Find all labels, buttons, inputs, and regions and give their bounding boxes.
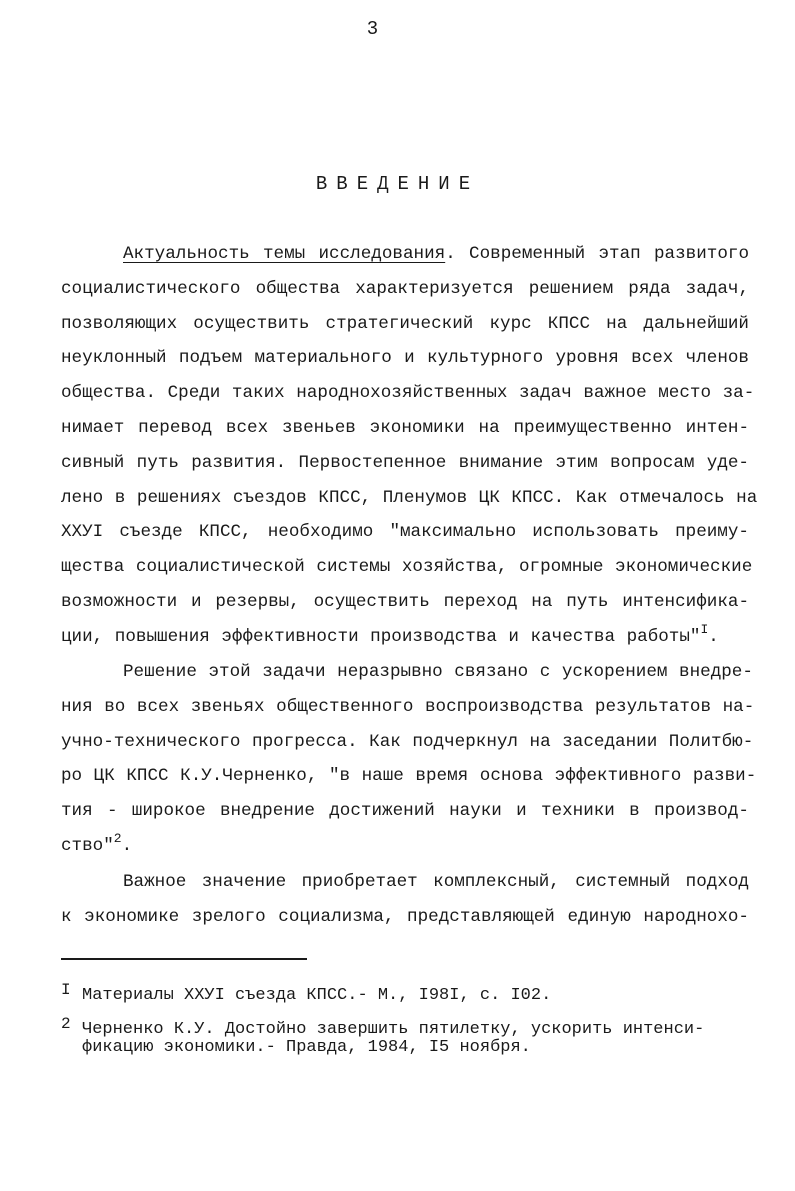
footnote-1-mark: I (61, 981, 71, 999)
section-heading: ВВЕДЕНИЕ (315, 173, 480, 195)
paragraph-1-line: ции, повышения эффективности производства и качества работы"$^I$. (61, 621, 719, 647)
paragraph-2-line: учно-технического прогресса. Как подчеркнул на заседании Политбю- (61, 731, 754, 752)
paragraph-1 (61, 237, 758, 655)
paragraph-1-line: XXУI съезде КПСС, необходимо "максимально использовать преиму- (61, 522, 749, 543)
paragraph-1-line: позволяющих осуществить стратегический курс КПСС на дальнейший (61, 313, 749, 334)
paragraph-2-line: ство"$^2$. (61, 830, 133, 856)
paragraph-1-line: возможности и резервы, осуществить переход на путь интенсифика- (61, 591, 749, 612)
footnote-2 (61, 1015, 741, 1057)
paragraph-2-line: ро ЦК КПСС К.У.Черненко, "в наше время основа эффективного разви- (61, 766, 757, 787)
paragraph-1-line: неуклонный подъем материального и культурного уровня всех членов (61, 348, 749, 369)
paragraph-3-line: Важное значение приобретает комплексный, системный подход (123, 872, 749, 892)
paragraph-2-line: ния во всех звеньях общественного воспроизводства результатов на- (61, 696, 755, 717)
footnote-separator (61, 958, 307, 960)
paragraph-2 (61, 655, 757, 864)
paragraph-1-line: общества. Среди таких народнохозяйственных задач важное место за- (61, 383, 755, 404)
paragraph-3-line: к экономике зрелого социализма, представляющей единую народнохо- (61, 906, 749, 927)
paragraph-3 (61, 865, 749, 935)
footnote-1 (61, 981, 741, 1005)
paragraph-1-line: Актуальность темы исследования. Современный этап развитого (123, 244, 750, 264)
footnote-2-mark: 2 (61, 1015, 71, 1033)
paragraph-2-line: Решение этой задачи неразрывно связано с ускорением внедре- (123, 662, 753, 682)
paragraph-1-line: нимает перевод всех звеньев экономики на преимущественно интен- (61, 417, 749, 438)
footnote-2-text-line: Черненко К.У. Достойно завершить пятилетку, ускорить интенси- (82, 1020, 705, 1039)
paragraph-1-line: лено в решениях съездов КПСС, Пленумов ЦК КПСС. Как отмечалось на (61, 487, 758, 508)
footnote-ref-1: I (700, 621, 709, 637)
paragraph-1-line: щества социалистической системы хозяйства, огромные экономические (61, 557, 753, 578)
paragraph-2-line: тия - широкое внедрение достижений науки и техники в производ- (61, 801, 749, 822)
paragraph-1-line: социалистического общества характеризуется решением ряда задач, (61, 278, 749, 299)
footnote-ref-2: 2 (113, 830, 122, 846)
page-number: 3 (366, 18, 379, 40)
footnote-1-text: Материалы XXУI съезда КПСС.- М., I98I, с. I02. (82, 986, 552, 1005)
topic-relevance-label: Актуальность темы исследования (123, 244, 446, 264)
paragraph-1-line: сивный путь развития. Первостепенное внимание этим вопросам уде- (61, 452, 749, 473)
footnote-2-text-line: фикацию экономики.- Правда, 1984, I5 ноября. (82, 1038, 531, 1057)
